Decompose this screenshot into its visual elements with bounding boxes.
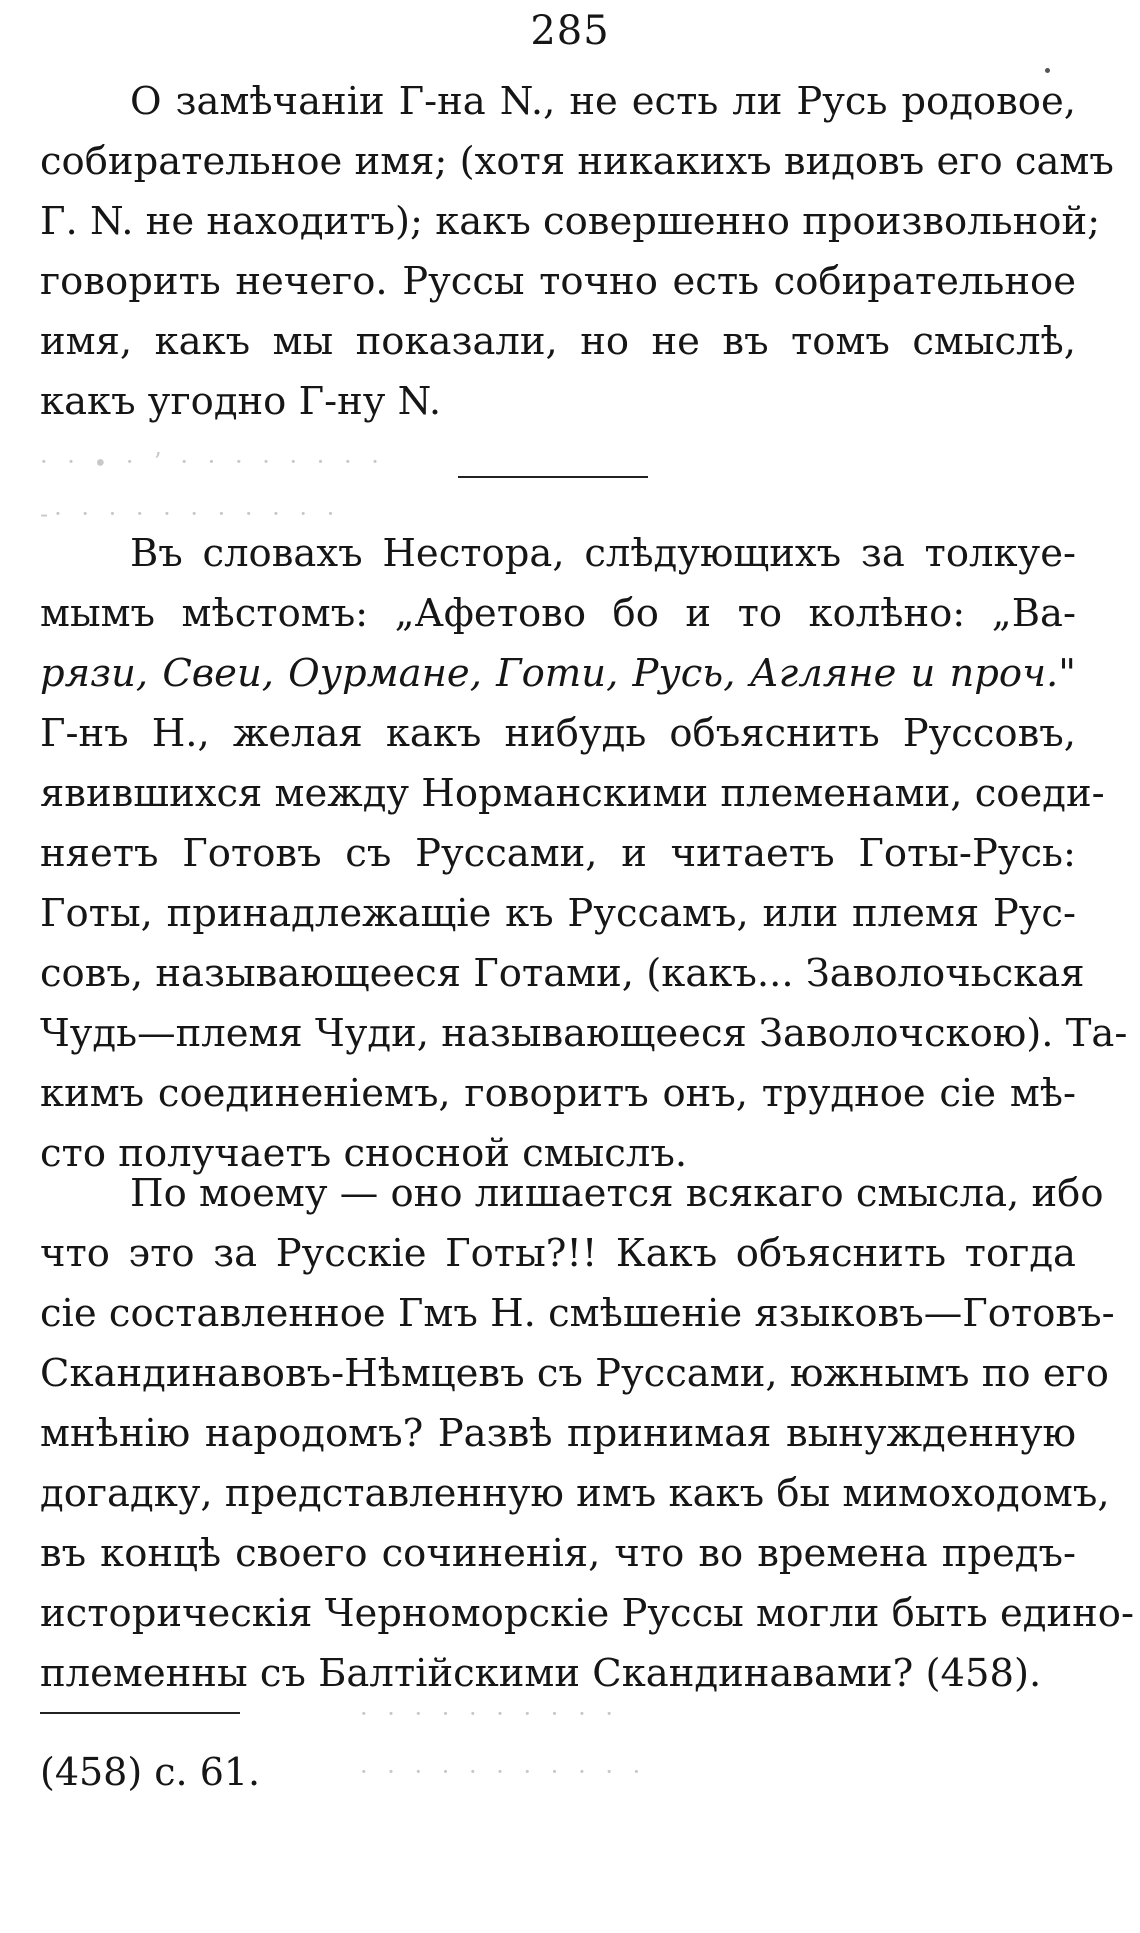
text-line: рязи, Свеи, Оурмане, Готи, Русь, Агляне и проч." bbox=[40, 651, 1076, 696]
bleed-through-marks: · · · · · · · · · · · bbox=[360, 1758, 647, 1786]
footnote: (458) с. 61. bbox=[40, 1750, 261, 1794]
text-line: Готы, принадлежащіе къ Руссамъ, или племя Рус- bbox=[40, 891, 1076, 936]
text-line: въ концѣ своего сочиненія, что во времена предъ- bbox=[40, 1531, 1076, 1576]
text-line: что это за Русскіе Готы?!! Какъ объяснить тогда bbox=[40, 1231, 1076, 1276]
section-divider bbox=[458, 476, 648, 478]
text-line: Въ словахъ Нестора, слѣдующихъ за толкуе- bbox=[130, 531, 1076, 576]
text-line: Скандинавовъ-Нѣмцевъ съ Руссами, южнымъ по его bbox=[40, 1351, 1109, 1396]
text-line: мнѣнію народомъ? Развѣ принимая вынужденную bbox=[40, 1411, 1076, 1456]
text-line: няетъ Готовъ съ Руссами, и читаетъ Готы-Русь: bbox=[40, 831, 1076, 876]
bleed-through-marks: · · ∙ · ʼ · · · · · · · · bbox=[40, 448, 385, 476]
text-line: Г. N. не находитъ); какъ совершенно произвольной; bbox=[40, 199, 1101, 244]
text-line: собирательное имя; (хотя никакихъ видовъ его самъ bbox=[40, 139, 1114, 184]
text-line: явившихся между Норманскими племенами, соеди- bbox=[40, 771, 1105, 816]
text-line: кимъ соединеніемъ, говоритъ онъ, трудное сіе мѣ- bbox=[40, 1071, 1076, 1116]
text-line: говорить нечего. Руссы точно есть собирательное bbox=[40, 259, 1076, 304]
text-line: сіе составленное Гмъ Н. смѣшеніе языковъ—Готовъ- bbox=[40, 1291, 1115, 1336]
text-line: племенны съ Балтійскими Скандинавами? (458). bbox=[40, 1651, 1042, 1696]
paragraph-3 bbox=[40, 1164, 1134, 1704]
text-line: историческія Черноморскіе Руссы могли быть едино- bbox=[40, 1591, 1134, 1636]
page-number: 285 bbox=[530, 8, 610, 54]
text-line: сто получаетъ сносной смыслъ. bbox=[40, 1131, 688, 1176]
paragraph-1 bbox=[40, 72, 1114, 432]
text-line: О замѣчаніи Г-на N., не есть ли Русь родовое, bbox=[130, 79, 1076, 124]
text-line: имя, какъ мы показали, но не въ томъ смыслѣ, bbox=[40, 319, 1076, 364]
text-line: какъ угодно Г-ну N. bbox=[40, 379, 442, 424]
text-line: догадку, представленную имъ какъ бы мимоходомъ, bbox=[40, 1471, 1110, 1516]
text-line: мымъ мѣстомъ: „Афетово бо и то колѣно: „Ва- bbox=[40, 591, 1076, 636]
text-line: совъ, называющееся Готами, (какъ... Заволочьская bbox=[40, 951, 1085, 996]
footnote-rule bbox=[40, 1712, 240, 1714]
text-line: Г-нъ Н., желая какъ нибудь объяснить Руссовъ, bbox=[40, 711, 1076, 756]
bleed-through-marks: · · · · · · · · · · bbox=[360, 1700, 619, 1728]
bleed-through-marks: ‑· · · · · · · · · · · bbox=[40, 500, 341, 528]
paragraph-2 bbox=[40, 524, 1128, 1184]
text-line: Чудь—племя Чуди, называющееся Заволочскою). Та- bbox=[40, 1011, 1128, 1056]
text-line: По моему — оно лишается всякаго смысла, ибо bbox=[130, 1171, 1104, 1216]
